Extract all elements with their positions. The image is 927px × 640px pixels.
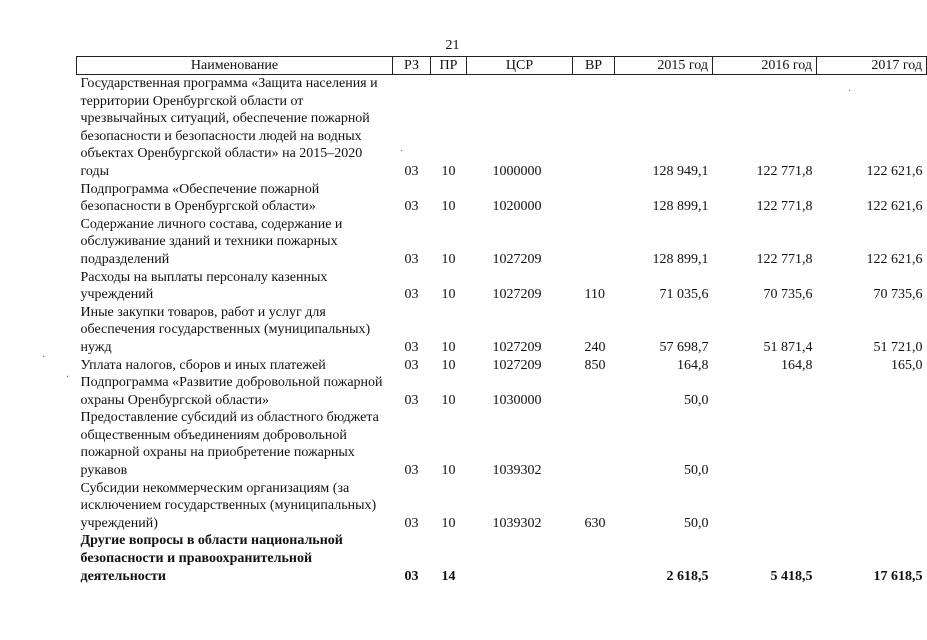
cell-rz: 03: [404, 199, 419, 215]
cell-csr: 1030000: [492, 392, 542, 408]
cell-2017: [817, 374, 927, 409]
cell-rz: 03: [404, 339, 419, 355]
cell-2015: 128 949,1: [652, 163, 709, 179]
header-rz: РЗ: [393, 57, 431, 75]
cell-2017: 122 621,6: [866, 199, 923, 215]
header-2015: 2015 год: [615, 57, 713, 75]
table-row: [77, 532, 927, 585]
cell-2015: 128 899,1: [652, 199, 709, 215]
cell-pr: 10: [441, 463, 456, 479]
header-pr: ПР: [431, 57, 467, 75]
cell-pr: 10: [441, 163, 456, 179]
cell-rz: 03: [404, 515, 419, 531]
cell-pr: 10: [441, 515, 456, 531]
cell-csr: 1027209: [492, 251, 542, 267]
cell-2016: 122 771,8: [756, 199, 813, 215]
table-row: [77, 409, 927, 479]
budget-table: [76, 56, 927, 585]
cell-vr: [573, 374, 615, 409]
cell-2015: 50,0: [684, 392, 709, 408]
cell-pr: 10: [441, 199, 456, 215]
page-number: 21: [445, 38, 460, 53]
cell-2016: [713, 409, 817, 479]
cell-rz: 03: [404, 463, 419, 479]
cell-pr: 10: [441, 251, 456, 267]
header-name: Наименование: [77, 57, 393, 75]
header-2017: 2017 год: [817, 57, 927, 75]
cell-2016: 122 771,8: [756, 251, 813, 267]
table-row: [77, 269, 927, 304]
cell-rz: 03: [404, 568, 419, 584]
cell-name: Уплата налогов, сборов и иных платежей: [80, 357, 326, 373]
cell-vr: [573, 75, 615, 181]
cell-vr: 850: [584, 357, 606, 373]
cell-2017: 122 621,6: [866, 163, 923, 179]
table-header-row: [77, 57, 927, 75]
cell-pr: 10: [441, 357, 456, 373]
cell-name: Содержание личного состава, содержание и обслуживание зданий и техники пожарных подразделений: [80, 216, 343, 267]
table-row: [77, 374, 927, 409]
cell-vr: [573, 181, 615, 216]
cell-2017: 17 618,5: [873, 568, 923, 584]
cell-2015: 128 899,1: [652, 251, 709, 267]
cell-csr: 1027209: [492, 357, 542, 373]
cell-2017: [817, 409, 927, 479]
cell-2016: 5 418,5: [770, 568, 813, 584]
cell-name: Иные закупки товаров, работ и услуг для обеспечения государственных (муниципальных) нужд: [80, 304, 371, 355]
table-row: [77, 216, 927, 269]
cell-name: Расходы на выплаты персоналу казенных учреждений: [80, 269, 328, 303]
cell-pr: 10: [441, 339, 456, 355]
cell-2015: 164,8: [677, 357, 709, 373]
cell-name: Другие вопросы в области национальной безопасности и правоохранительной деятельности: [80, 533, 343, 584]
cell-vr: 110: [584, 287, 605, 303]
cell-csr: 1020000: [492, 199, 542, 215]
cell-vr: 240: [584, 339, 606, 355]
cell-2016: [713, 374, 817, 409]
cell-2016: 51 871,4: [763, 339, 813, 355]
header-csr: ЦСР: [467, 57, 573, 75]
cell-2017: 70 735,6: [873, 287, 923, 303]
cell-name: Государственная программа «Защита населения и территории Оренбургской области от чрезвычайных ситуаций, обеспечение пожарной безопасности и безопасности людей на водных объектах Оренбургской области» на 2015–2020 годы: [80, 76, 378, 179]
cell-2016: [713, 480, 817, 533]
table-row: [77, 357, 927, 375]
cell-name: Подпрограмма «Обеспечение пожарной безопасности в Оренбургской области»: [80, 181, 320, 215]
cell-rz: 03: [404, 287, 419, 303]
table-row: [77, 480, 927, 533]
cell-2017: 122 621,6: [866, 251, 923, 267]
cell-csr: [467, 532, 573, 585]
cell-vr: [573, 409, 615, 479]
cell-2016: 164,8: [781, 357, 813, 373]
cell-2016: 122 771,8: [756, 163, 813, 179]
cell-2017: 51 721,0: [873, 339, 923, 355]
table-row: [77, 181, 927, 216]
cell-2015: 71 035,6: [659, 287, 709, 303]
cell-name: Субсидии некоммерческим организациям (за исключением государственных (муниципальных) учреждений): [80, 480, 377, 531]
cell-vr: 630: [584, 515, 606, 531]
cell-2015: 2 618,5: [666, 568, 709, 584]
cell-name: Подпрограмма «Развитие добровольной пожарной охраны Оренбургской области»: [80, 375, 383, 408]
cell-rz: 03: [404, 357, 419, 373]
cell-2015: 50,0: [684, 463, 709, 479]
cell-csr: 1027209: [492, 339, 542, 355]
cell-2015: 50,0: [684, 515, 709, 531]
cell-rz: 03: [404, 392, 419, 408]
header-2016: 2016 год: [713, 57, 817, 75]
header-vr: ВР: [573, 57, 615, 75]
cell-2017: [817, 480, 927, 533]
cell-rz: 03: [404, 163, 419, 179]
cell-pr: 10: [441, 392, 456, 408]
cell-csr: 1039302: [492, 463, 542, 479]
cell-name: Предоставление субсидий из областного бюджета общественным объединениям добровольной пожарной охраны на приобретение пожарных рукавов: [80, 410, 379, 479]
cell-csr: 1027209: [492, 287, 542, 303]
cell-csr: 1039302: [492, 515, 542, 531]
cell-pr: 14: [441, 568, 456, 584]
cell-vr: [573, 532, 615, 585]
table-row: [77, 304, 927, 357]
cell-csr: 1000000: [492, 163, 542, 179]
table-row: [77, 75, 927, 181]
cell-rz: 03: [404, 251, 419, 267]
cell-vr: [573, 216, 615, 269]
cell-2017: 165,0: [891, 357, 923, 373]
cell-2016: 70 735,6: [763, 287, 813, 303]
cell-pr: 10: [441, 287, 456, 303]
cell-2015: 57 698,7: [659, 339, 709, 355]
